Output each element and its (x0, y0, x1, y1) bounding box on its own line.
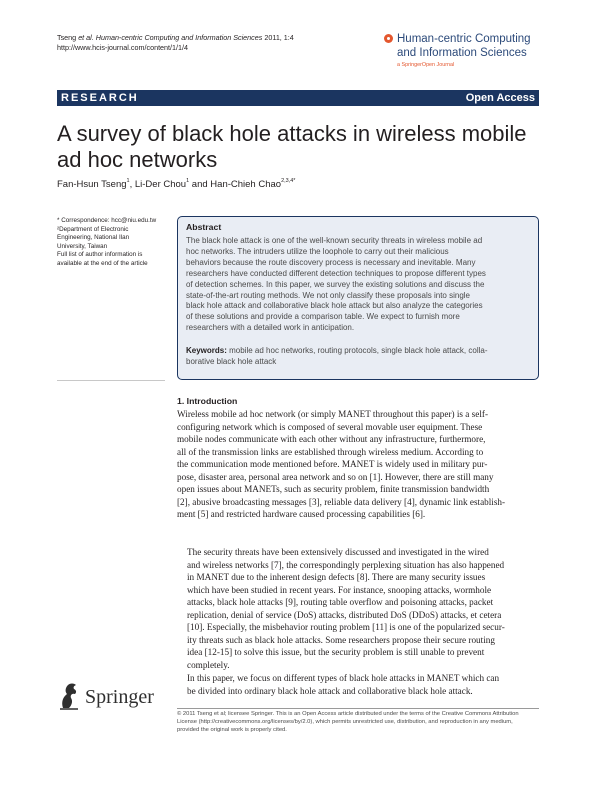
body-line: idea [12-15] to solve this issue, but the security problem is still unable to prevent (187, 647, 485, 657)
springer-horse-icon (57, 682, 81, 710)
body-line: configuring network which is composed of several movable user equipment. These (177, 421, 483, 432)
keywords (186, 346, 532, 368)
body-line: all of the transmission links are established through wireless medium. According to (177, 446, 484, 457)
body-paragraph (177, 672, 539, 697)
license-line: © 2011 Tseng et al; licensee Springer. This is an Open Access article distributed under the terms of the Creative Commons Attribution (177, 711, 519, 717)
journal-title-line2: and Information Sciences (397, 47, 527, 59)
body-line: which have been studied in recent years. For instance, snooping attacks, wormhole (187, 584, 492, 595)
license-text (177, 711, 539, 734)
author-info-note: available at the end of the article (57, 259, 148, 267)
affiliation-line: Engineering, National Ilan (57, 234, 130, 242)
license-line: provided the original work is properly cited. (177, 726, 287, 733)
body-line: pose, disaster area, personal area network and so on [1]. However, there are still many (177, 471, 494, 482)
body-line: in MANET due to the inherent design defects [8]. There are many security issues (187, 572, 486, 582)
body-line: mobile nodes communicate with each other without any infrastructure, furthermore, (177, 434, 486, 444)
footer-divider (177, 708, 539, 709)
body-paragraph (177, 546, 539, 671)
article-title-line1: A survey of black hole attacks in wireless mobile (57, 121, 527, 146)
body-line: Wireless mobile ad hoc network (or simply MANET throughout this paper) is a self- (177, 409, 489, 419)
abstract-line: state-of-the-art routing methods. We not only classify these proposals into single (186, 290, 470, 300)
body-line: The security threats have been extensively discussed and investigated in the wired (187, 547, 489, 557)
author-name: Fan-Hsun Tseng (57, 179, 127, 190)
author-info-note: Full list of author information is (57, 251, 143, 259)
body-paragraph (177, 408, 539, 521)
keywords-label: Keywords: (186, 346, 227, 355)
abstract-line: black hole attack and collaborative black hole attack but also analyze the categories (186, 301, 483, 311)
body-line: ity threats such as black hole attacks. Some researchers propose their secure routing (187, 634, 495, 645)
abstract-line: behaviors because the route discovery process is necessary and inevitable. Many (186, 257, 476, 267)
abstract-box (177, 216, 539, 380)
body-line: [2], abusive broadcasting messages [3], reliable data delivery [4], dynamic link establish- (177, 496, 506, 507)
body-line: ment [5] and restricted hardware caused processing capabilities [6]. (177, 509, 426, 519)
correspondence-note (57, 217, 165, 269)
body-line: and wireless networks [7], the correspondingly perplexing situation has also happened (187, 559, 505, 570)
journal-title-line1: Human-centric Computing (397, 33, 531, 45)
journal-subtitle: a SpringerOpen Journal (397, 62, 455, 68)
section-heading: 1. Introduction (177, 396, 238, 406)
article-type-banner (57, 90, 539, 106)
article-title-line2: ad hoc networks (57, 147, 218, 172)
body-line: replication, denial of service (DoS) attacks, distributed DoS (DDoS) attacks, et cetera (187, 609, 502, 620)
body-line: be divided into ordinary black hole attack and collaborative black hole attack. (187, 685, 473, 696)
author-list: Fan-Hsun Tseng$^1$, Li-Der Chou$^1$ and Han-Chieh Chao$^{2,3,4*}$ (57, 178, 296, 190)
abstract-text (186, 236, 532, 334)
citation-journal: et al. Human-centric Computing and Information Sciences (78, 33, 263, 42)
affiliation-mark: 2,3,4* (281, 178, 296, 184)
abstract-line: researchers have conducted different detection techniques to propose different types (186, 268, 486, 278)
correspondence-email[interactable]: * Correspondence: hcc@niu.edu.tw (57, 217, 157, 224)
citation-prefix: Tseng (57, 33, 79, 42)
abstract-line: researchers with a detailed work in anticipation. (186, 323, 355, 333)
abstract-line: The black hole attack is one of the well-known security threats in wireless mobile ad (186, 236, 483, 245)
author-name: Han-Chieh Chao (210, 179, 282, 190)
citation-volume: 2011, 1:4 (262, 33, 294, 42)
body-line: In this paper, we focus on different types of black hole attacks in MANET which can (187, 673, 500, 683)
body-line: open issues about MANETs, such as security problem, finite transmission bandwidth (177, 484, 490, 494)
springeropen-icon (384, 34, 393, 43)
abstract-line: hoc networks. The intruders utilize the loophole to carry out their malicious (186, 246, 449, 256)
journal-title (397, 32, 531, 60)
affiliation-line: ²Department of Electronic (57, 225, 129, 233)
keywords-text: mobile ad hoc networks, routing protocols, single black hole attack, colla- (226, 346, 488, 355)
abstract-line: of these solutions and provide a comparison table. We expect to furnish more (186, 312, 460, 322)
body-line: attacks, black hole attacks [9], routing table overflow and poisoning attacks, packet (187, 597, 494, 607)
article-title (57, 121, 539, 173)
keywords-text: borative black hole attack (186, 356, 277, 366)
author-name: Li-Der Chou (134, 179, 187, 190)
springer-logo (57, 682, 167, 712)
citation-url[interactable]: http://www.hcis-journal.com/content/1/1/4 (57, 43, 189, 52)
license-line: License (http://creativecommons.org/licenses/by/2.0), which permits unrestricted use, distribution, and reproduction in any medium, (177, 718, 513, 725)
article-type-label: RESEARCH (61, 92, 139, 104)
citation-header (57, 33, 294, 53)
abstract-heading: Abstract (186, 222, 222, 232)
abstract-line: of detection schemes. In this paper, we survey the existing solutions and discuss the (186, 279, 485, 289)
springer-wordmark: Springer (85, 686, 154, 708)
body-line: the communication mode mentioned before. MANET is widely used in military pur- (177, 459, 488, 469)
open-access-label: Open Access (465, 92, 535, 104)
aside-divider (57, 380, 165, 381)
body-line: completely. (187, 659, 230, 670)
affiliation-mark: 1 (126, 178, 130, 184)
body-line: [10]. Especially, the misbehavior routing problem [11] is one of the popularized secur- (187, 622, 505, 632)
affiliation-line: University, Taiwan (57, 242, 108, 250)
affiliation-mark: 1 (186, 178, 190, 184)
